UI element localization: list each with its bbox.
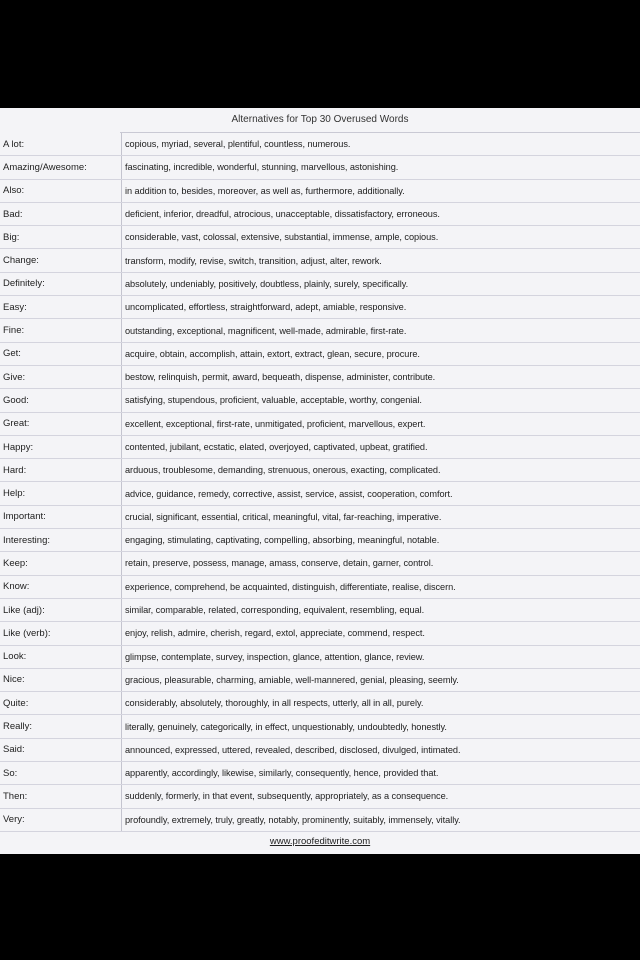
overused-word: Good: <box>0 389 122 411</box>
overused-word: Hard: <box>0 459 122 481</box>
alternatives-list: in addition to, besides, moreover, as well as, furthermore, additionally. <box>125 185 405 196</box>
overused-word: Big: <box>0 226 122 248</box>
overused-word: Quite: <box>0 692 122 714</box>
table-row <box>0 809 640 832</box>
alternatives-list: outstanding, exceptional, magnificent, well-made, admirable, first-rate. <box>125 325 407 336</box>
footer-link[interactable]: www.proofeditwrite.com <box>269 835 371 847</box>
alternatives-list: retain, preserve, possess, manage, amass, conserve, detain, garner, control. <box>125 558 434 569</box>
table-row <box>0 482 640 505</box>
overused-word: Nice: <box>0 669 122 691</box>
word-table <box>0 133 640 832</box>
alternatives-list: crucial, significant, essential, critical, meaningful, vital, far-reaching, imperative. <box>125 511 442 522</box>
table-row <box>0 599 640 622</box>
table-row <box>0 576 640 599</box>
table-row <box>0 622 640 645</box>
table-row <box>0 413 640 436</box>
table-row <box>0 319 640 342</box>
table-row <box>0 529 640 552</box>
alternatives-list: deficient, inferior, dreadful, atrocious, unacceptable, dissatisfactory, erroneous. <box>125 209 440 220</box>
sheet-title: Alternatives for Top 30 Overused Words <box>120 108 640 133</box>
overused-word: Important: <box>0 506 122 528</box>
alternatives-list: contented, jubilant, ecstatic, elated, overjoyed, captivated, upbeat, gratified. <box>125 442 428 452</box>
table-row <box>0 762 640 785</box>
overused-word: Very: <box>0 809 122 831</box>
alternatives-list: engaging, stimulating, captivating, compelling, absorbing, meaningful, notable. <box>125 535 440 546</box>
alternatives-list: experience, comprehend, be acquainted, distinguish, differentiate, realise, discern. <box>125 581 456 592</box>
overused-word: Look: <box>0 646 122 668</box>
alternatives-list: acquire, obtain, accomplish, attain, extort, extract, glean, secure, procure. <box>125 348 420 359</box>
table-row <box>0 506 640 529</box>
alternatives-list: gracious, pleasurable, charming, amiable, well-mannered, genial, pleasing, seemly. <box>125 674 459 685</box>
table-row <box>0 296 640 319</box>
table-row <box>0 156 640 179</box>
overused-word: A lot: <box>0 133 122 155</box>
table-row <box>0 692 640 715</box>
alternatives-list: fascinating, incredible, wonderful, stunning, marvellous, astonishing. <box>125 162 399 173</box>
alternatives-list: uncomplicated, effortless, straightforward, adept, amiable, responsive. <box>125 302 407 313</box>
alternatives-list: considerably, absolutely, thoroughly, in all respects, utterly, all in all, purely. <box>125 698 424 709</box>
overused-word: So: <box>0 762 122 784</box>
alternatives-list: literally, genuinely, categorically, in effect, unquestionably, undoubtedly, honestly. <box>125 721 447 732</box>
overused-word: Fine: <box>0 319 122 341</box>
overused-words-sheet <box>0 108 640 854</box>
overused-word: Help: <box>0 482 122 504</box>
alternatives-list: similar, comparable, related, corresponding, equivalent, resembling, equal. <box>125 605 425 616</box>
overused-word: Really: <box>0 715 122 737</box>
overused-word: Great: <box>0 413 122 435</box>
table-row <box>0 226 640 249</box>
alternatives-list: bestow, relinquish, permit, award, bequeath, dispense, administer, contribute. <box>125 372 436 383</box>
alternatives-list: enjoy, relish, admire, cherish, regard, extol, appreciate, commend, respect. <box>125 628 425 639</box>
alternatives-list: arduous, troublesome, demanding, strenuous, onerous, exacting, complicated. <box>125 465 441 476</box>
overused-word: Interesting: <box>0 529 122 551</box>
overused-word: Easy: <box>0 296 122 318</box>
table-row <box>0 459 640 482</box>
overused-word: Get: <box>0 343 122 365</box>
table-row <box>0 669 640 692</box>
table-row <box>0 646 640 669</box>
overused-word: Said: <box>0 739 122 761</box>
table-row <box>0 739 640 762</box>
alternatives-list: excellent, exceptional, first-rate, unmitigated, proficient, marvellous, expert. <box>125 418 426 429</box>
alternatives-list: apparently, accordingly, likewise, similarly, consequently, hence, provided that. <box>125 768 439 779</box>
table-row <box>0 273 640 296</box>
overused-word: Keep: <box>0 552 122 574</box>
overused-word: Change: <box>0 249 122 271</box>
table-row <box>0 785 640 808</box>
table-row <box>0 180 640 203</box>
overused-word: Give: <box>0 366 122 388</box>
table-row <box>0 343 640 366</box>
overused-word: Bad: <box>0 203 122 225</box>
table-row <box>0 389 640 412</box>
alternatives-list: advice, guidance, remedy, corrective, assist, service, assist, cooperation, comfort. <box>125 488 453 499</box>
overused-word: Happy: <box>0 436 122 458</box>
alternatives-list: satisfying, stupendous, proficient, valuable, acceptable, worthy, congenial. <box>125 395 422 406</box>
footer <box>0 832 640 852</box>
overused-word: Like (adj): <box>0 599 122 621</box>
overused-word: Amazing/Awesome: <box>0 156 122 178</box>
overused-word: Like (verb): <box>0 622 122 644</box>
alternatives-list: absolutely, undeniably, positively, doubtless, plainly, surely, specifically. <box>125 278 409 289</box>
overused-word: Then: <box>0 785 122 807</box>
table-row <box>0 203 640 226</box>
alternatives-list: transform, modify, revise, switch, transition, adjust, alter, rework. <box>125 255 382 266</box>
alternatives-list: glimpse, contemplate, survey, inspection, glance, attention, glance, review. <box>125 651 425 662</box>
alternatives-list: announced, expressed, uttered, revealed, described, disclosed, divulged, intimated. <box>125 744 461 755</box>
table-row <box>0 552 640 575</box>
table-row <box>0 436 640 459</box>
overused-word: Also: <box>0 180 122 202</box>
alternatives-list: profoundly, extremely, truly, greatly, notably, prominently, suitably, immensely, vitally. <box>125 814 461 825</box>
table-row <box>0 249 640 272</box>
alternatives-list: considerable, vast, colossal, extensive, substantial, immense, ample, copious. <box>125 232 439 243</box>
alternatives-list: suddenly, formerly, in that event, subsequently, appropriately, as a consequence. <box>125 791 449 802</box>
alternatives-list: copious, myriad, several, plentiful, countless, numerous. <box>125 139 351 150</box>
table-row <box>0 366 640 389</box>
overused-word: Definitely: <box>0 273 122 295</box>
table-row <box>0 133 640 156</box>
overused-word: Know: <box>0 576 122 598</box>
table-row <box>0 715 640 738</box>
